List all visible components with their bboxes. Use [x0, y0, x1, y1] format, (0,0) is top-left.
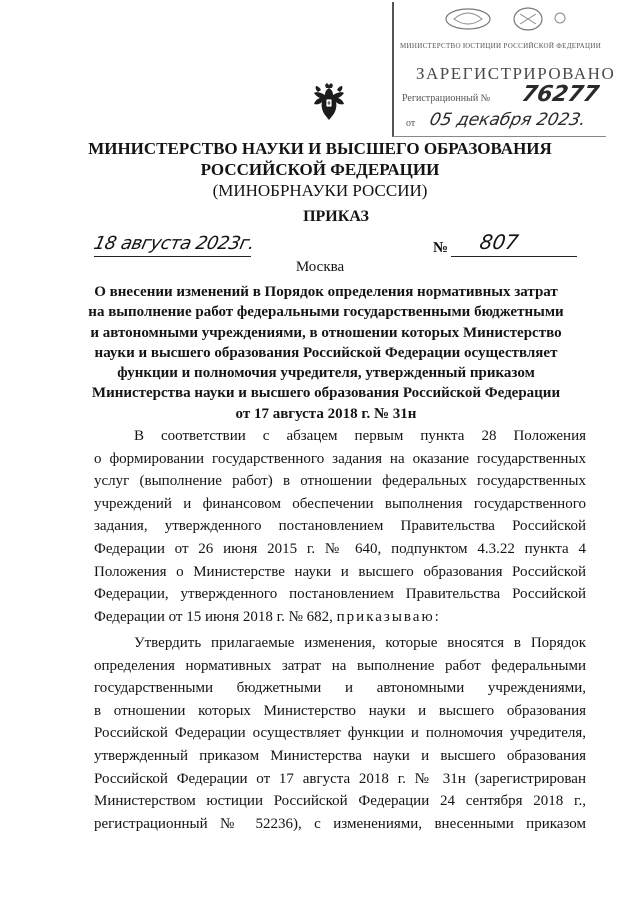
city: Москва	[295, 259, 345, 275]
text-line: определения нормативных затрат на выполнение работ федеральными	[94, 657, 586, 674]
text-line: учреждений и финансовом обеспечении выполнения государственного	[94, 495, 586, 512]
text-line: Утвердить прилагаемые изменения, которые вносятся в Порядок	[134, 635, 586, 651]
text-line	[94, 606, 586, 629]
stamp-date-row	[406, 112, 606, 134]
text-line: задания, утвержденного постановлением Правительства Российской	[94, 518, 586, 535]
text-line: регистрационный № 52236), с изменениями, внесенными приказом	[94, 815, 586, 832]
document-title	[84, 282, 568, 424]
ministry-name-line1: МИНИСТЕРСТВО НАУКИ И ВЫСШЕГО ОБРАЗОВАНИЯ	[88, 139, 552, 158]
text-line: Российской Федерации осуществляет функции и полномочия учредителя,	[94, 725, 586, 742]
ministry-short-name: (МИНОБРНАУКИ РОССИИ)	[212, 181, 428, 200]
paragraph-approval	[94, 632, 586, 835]
title-line: и автономными учреждениями, в отношении которых Министерство	[90, 324, 562, 341]
stamp-registration-row	[402, 82, 602, 108]
text-fragment: Федерации от 15 июня 2018 г. № 682,	[94, 608, 333, 625]
double-headed-eagle-icon	[312, 82, 346, 124]
stamp-ministry-line: МИНИСТЕРСТВО ЮСТИЦИИ РОССИЙСКОЙ ФЕДЕРАЦИИ	[400, 42, 602, 50]
text-line: Федерации, утвержденного постановлением Правительства Российской	[94, 586, 586, 603]
order-verb: приказываю:	[336, 608, 441, 625]
text-line: Федерации от 26 июня 2015 г. № 640, подпунктом 4.3.22 пункта 4	[94, 540, 586, 557]
stamp-date-value: 05 декабря 2023.	[427, 110, 588, 130]
text-line: о формировании государственного задания на оказание государственных	[94, 450, 586, 467]
text-line: Министерством юстиции Российской Федерации 24 сентября 2018 г.,	[94, 793, 586, 810]
registration-stamp	[392, 2, 616, 137]
text-line: В соответствии с абзацем первым пункта 28 Положения	[134, 428, 586, 444]
number-underline	[451, 256, 577, 257]
text-line: утвержденный приказом Министерства науки и высшего образования	[94, 747, 586, 764]
stamp-date-label: от	[406, 118, 416, 129]
stamp-reg-number: 76277	[519, 82, 601, 107]
text-line: услуг (выполнение работ) в отношении федеральных государственных	[94, 473, 586, 490]
title-line: функции и полномочия учредителя, утвержденный приказом	[117, 365, 535, 382]
date-underline	[94, 256, 251, 257]
number-sign: №	[433, 240, 449, 256]
order-date: 18 августа 2023г.	[91, 233, 257, 254]
stamp-reg-label: Регистрационный №	[402, 93, 491, 104]
title-line: на выполнение работ федеральными государственными бюджетными	[88, 304, 564, 321]
title-line: науки и высшего образования Российской Федерации осуществляет	[94, 344, 558, 361]
stamp-registered-text: ЗАРЕГИСТРИРОВАНО	[416, 64, 616, 83]
title-line: от 17 августа 2018 г. № 31н	[235, 405, 417, 422]
order-number: 807	[477, 230, 521, 254]
text-line: в отношении которых Министерство науки и высшего образования	[94, 702, 586, 719]
title-line: О внесении изменений в Порядок определения нормативных затрат	[94, 284, 558, 300]
title-line: Министерства науки и высшего образования Российской Федерации	[91, 385, 561, 402]
ministry-name-line2: РОССИЙСКОЙ ФЕДЕРАЦИИ	[200, 160, 440, 179]
text-line: Российской Федерации от 17 августа 2018 г. № 31н (зарегистрирован	[94, 770, 586, 787]
text-line: Положения о Министерстве науки и высшего образования Российской	[94, 563, 586, 580]
stamp-emblems-icon	[420, 6, 580, 32]
text-line: государственными бюджетными и автономными учреждениями,	[94, 680, 586, 697]
paragraph-legal-basis	[94, 425, 586, 628]
document-type: ПРИКАЗ	[303, 208, 369, 225]
